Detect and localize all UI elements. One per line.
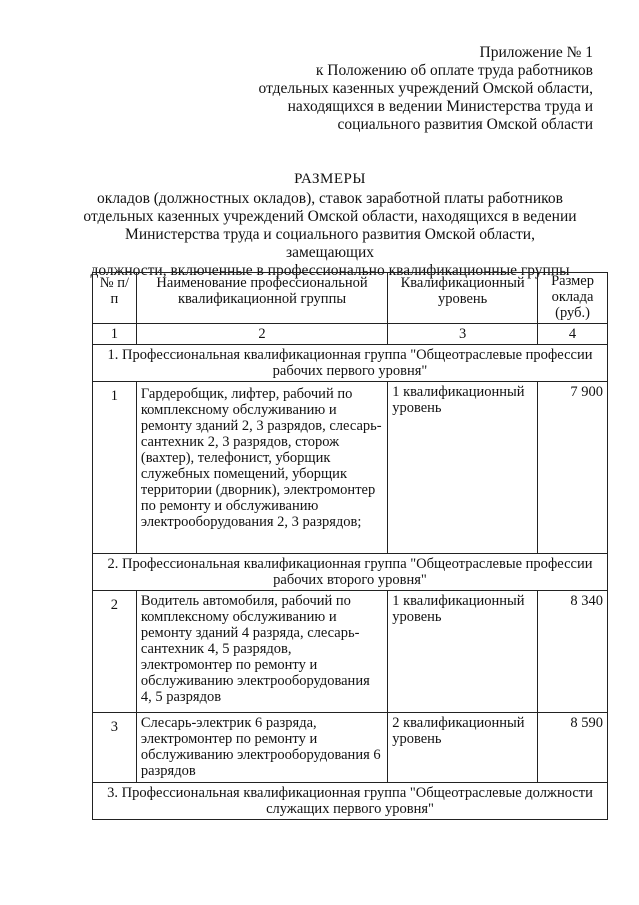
row-level: 1 квалификационный уровень xyxy=(388,591,538,713)
appendix-line: социального развития Омской области xyxy=(337,116,593,133)
table-row xyxy=(93,713,608,783)
row-positions: Слесарь-электрик 6 разряда, электромонтер по ремонту и обслуживанию электрооборудования 6 разрядов xyxy=(136,713,387,783)
row-salary: 8 340 xyxy=(538,591,608,713)
title-line: окладов (должностных окладов), ставок заработной платы работников xyxy=(97,190,563,207)
row-level: 2 квалификационный уровень xyxy=(388,713,538,783)
appendix-header xyxy=(213,44,593,134)
row-positions: Водитель автомобиля, рабочий по комплексному обслуживанию и ремонту зданий 4 разряда, слесарь-сантехник 4, 5 разрядов, электромонтер по ремонту и обслуживанию электрооборудования 4, 5 разрядов xyxy=(136,591,387,713)
row-number: 2 xyxy=(93,591,137,713)
appendix-line: находящихся в ведении Министерства труда и xyxy=(287,98,593,115)
group-title: 3. Профессиональная квалификационная группа "Общеотраслевые должности служащих первого уровня" xyxy=(93,783,608,820)
table-header-row xyxy=(93,273,608,324)
row-level: 1 квалификационный уровень xyxy=(388,382,538,554)
header-number: № п/п xyxy=(93,273,137,324)
table-row xyxy=(93,591,608,713)
group-row xyxy=(93,554,608,591)
row-salary: 8 590 xyxy=(538,713,608,783)
row-number: 3 xyxy=(93,713,137,783)
group-title: 2. Профессиональная квалификационная группа "Общеотраслевые профессии рабочих второго уровня" xyxy=(93,554,608,591)
group-row xyxy=(93,783,608,820)
row-salary: 7 900 xyxy=(538,382,608,554)
table-numbering-row xyxy=(93,324,608,345)
title-line: отдельных казенных учреждений Омской области, находящихся в ведении xyxy=(83,208,577,225)
header-level: Квалификационный уровень xyxy=(388,273,538,324)
appendix-line: Приложение № 1 xyxy=(479,44,593,61)
numbering-cell: 1 xyxy=(93,324,137,345)
document-title xyxy=(80,170,580,280)
group-title: 1. Профессиональная квалификационная группа "Общеотраслевые профессии рабочих первого уровня" xyxy=(93,345,608,382)
numbering-cell: 3 xyxy=(388,324,538,345)
header-salary: Размер оклада (руб.) xyxy=(538,273,608,324)
title-heading: РАЗМЕРЫ xyxy=(294,171,366,187)
title-line: должности, включенные в профессионально квалификационные группы xyxy=(90,262,570,279)
title-line: Министерства труда и социального развития Омской области, замещающих xyxy=(125,226,535,261)
appendix-line: к Положению об оплате труда работников xyxy=(315,62,593,79)
table-row xyxy=(93,382,608,554)
row-positions: Гардеробщик, лифтер, рабочий по комплексному обслуживанию и ремонту зданий 2, 3 разрядов, слесарь-сантехник 2, 3 разрядов, сторож (вахтер), телефонист, уборщик служебных помещений, уборщик территории (дворник), электромонтер по ремонту и обслуживанию электрооборудования 2, 3 разрядов; xyxy=(136,382,387,554)
row-number: 1 xyxy=(93,382,137,554)
group-row xyxy=(93,345,608,382)
numbering-cell: 2 xyxy=(136,324,387,345)
numbering-cell: 4 xyxy=(538,324,608,345)
header-group-name: Наименование профессиональной квалификационной группы xyxy=(136,273,387,324)
appendix-line: отдельных казенных учреждений Омской области, xyxy=(258,80,593,97)
salary-table xyxy=(92,272,608,820)
